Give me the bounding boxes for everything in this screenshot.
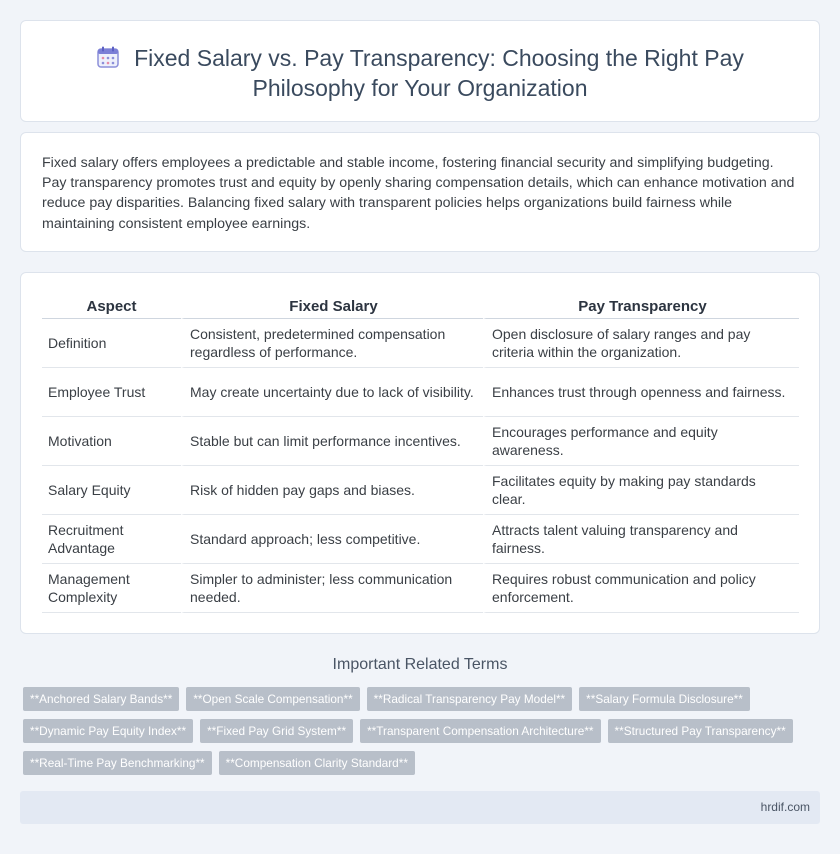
related-term-tag[interactable]: **Anchored Salary Bands**: [23, 687, 179, 711]
table-row: [42, 417, 799, 466]
related-term-tag[interactable]: **Open Scale Compensation**: [186, 687, 359, 711]
cell-pay-transparency: Requires robust communication and policy enforcement.: [483, 564, 799, 613]
related-term-tag[interactable]: **Real-Time Pay Benchmarking**: [23, 751, 212, 775]
page-title: [21, 43, 819, 103]
cell-aspect: Definition: [42, 319, 181, 368]
cell-aspect: Recruitment Advantage: [42, 515, 181, 564]
page-title-text: Fixed Salary vs. Pay Transparency: Choosing the Right Pay Philosophy for Your Organization: [134, 45, 744, 101]
header-pay-transparency: Pay Transparency: [483, 297, 799, 319]
related-term-tag[interactable]: **Compensation Clarity Standard**: [219, 751, 415, 775]
title-card: [20, 20, 820, 122]
footer: [20, 791, 820, 824]
related-term-tag[interactable]: **Transparent Compensation Architecture**: [360, 719, 600, 743]
cell-aspect: Employee Trust: [42, 368, 181, 417]
cell-fixed-salary: May create uncertainty due to lack of visibility.: [181, 368, 483, 417]
cell-fixed-salary: Simpler to administer; less communication needed.: [181, 564, 483, 613]
related-terms-list: [23, 687, 823, 775]
cell-fixed-salary: Standard approach; less competitive.: [181, 515, 483, 564]
intro-card: [20, 132, 820, 252]
cell-fixed-salary: Risk of hidden pay gaps and biases.: [181, 466, 483, 515]
cell-pay-transparency: Attracts talent valuing transparency and fairness.: [483, 515, 799, 564]
header-fixed-salary: Fixed Salary: [181, 297, 483, 319]
table-row: [42, 466, 799, 515]
cell-pay-transparency: Open disclosure of salary ranges and pay criteria within the organization.: [483, 319, 799, 368]
cell-aspect: Salary Equity: [42, 466, 181, 515]
related-term-tag[interactable]: **Salary Formula Disclosure**: [579, 687, 750, 711]
cell-pay-transparency: Encourages performance and equity awareness.: [483, 417, 799, 466]
table-row: [42, 515, 799, 564]
comparison-table: [42, 297, 799, 613]
comparison-card: [20, 272, 820, 634]
related-term-tag[interactable]: **Radical Transparency Pay Model**: [367, 687, 572, 711]
cell-aspect: Motivation: [42, 417, 181, 466]
header-aspect: Aspect: [42, 297, 181, 319]
cell-pay-transparency: Enhances trust through openness and fairness.: [483, 368, 799, 417]
table-row: [42, 319, 799, 368]
table-header-row: [42, 297, 799, 319]
calendar-icon: [96, 45, 120, 69]
related-term-tag[interactable]: **Structured Pay Transparency**: [608, 719, 793, 743]
cell-pay-transparency: Facilitates equity by making pay standards clear.: [483, 466, 799, 515]
table-row: [42, 564, 799, 613]
footer-site-link[interactable]: hrdif.com: [760, 800, 810, 814]
cell-fixed-salary: Stable but can limit performance incentives.: [181, 417, 483, 466]
cell-fixed-salary: Consistent, predetermined compensation regardless of performance.: [181, 319, 483, 368]
related-term-tag[interactable]: **Fixed Pay Grid System**: [200, 719, 353, 743]
intro-paragraph: Fixed salary offers employees a predictable and stable income, fostering financial security and simplifying budgeting. Pay transparency promotes trust and equity by openly sharing compensation details, which can enhance motivation and reduce pay disparities. Balancing fixed salary with transparent policies helps organizations build fairness while maintaining consistent employee earnings.: [42, 155, 795, 232]
table-row: [42, 368, 799, 417]
related-term-tag[interactable]: **Dynamic Pay Equity Index**: [23, 719, 193, 743]
cell-aspect: Management Complexity: [42, 564, 181, 613]
related-terms-title: Important Related Terms: [332, 656, 508, 673]
